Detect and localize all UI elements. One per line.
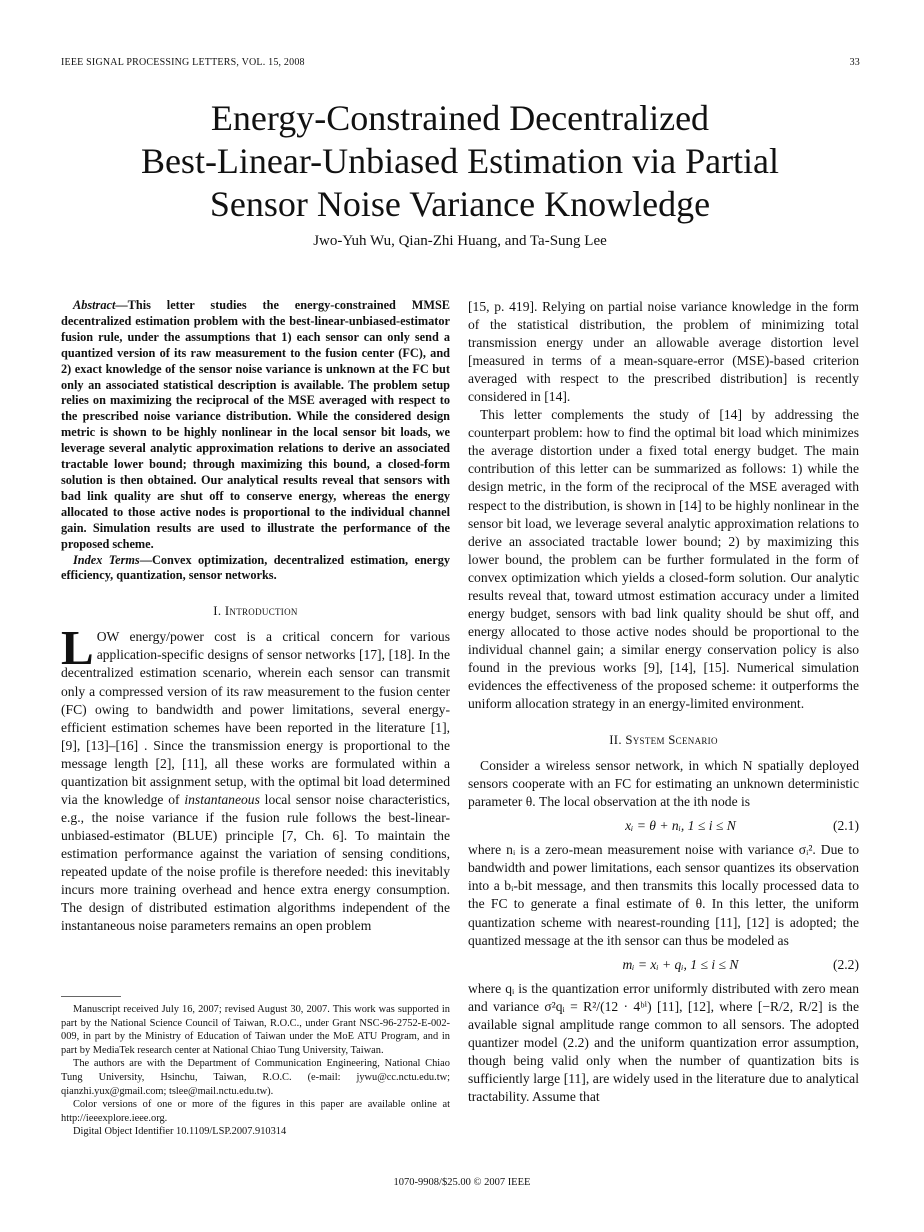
intro-paragraph-1 xyxy=(61,620,451,935)
intro-text-b: local sensor noise characteristics, e.g., the noise variance if the fusion rule follows the best-linear-unbiased-estimator (BLUE) principle [7, Ch. 6]. To maintain the estimation performance against the variation of sensing conditions, repeated update of the noise profile is therefore needed: this inevitably incurs more training overhead and hence extra energy consumption. The design of distributed estimation algorithms independent of the instantaneous noise parameters remains an open problem xyxy=(61,791,451,934)
intro-text-a: OW energy/power cost is a critical concern for various application-specific designs of sensor networks [17], [18]. In the decentralized estimation scenario, wherein each sensor can transmit only a compressed version of its raw measurement to the fusion center (FC) owing to bandwidth and power limitations, several energy-efficient estimation schemes have been reported in the literature [1], [9], [13]–[16] . Since the transmission energy is proportional to the message length [2], [11], all these works are formulated within a quantization bit assignment setup, with the optimal bit load determined via the knowledge of xyxy=(61,629,450,807)
footnote-rule xyxy=(61,996,121,997)
system-paragraph-2: where nᵢ is a zero-mean measurement noise with variance σᵢ². Due to bandwidth and power limitations, each sensor quantizes its observation into a bᵢ-bit message, and then transmits this locally processed data to the FC to generate a final estimate of θ. In this letter, the uniform quantization scheme with nearest-rounding [11], [12] is adopted; the quantized message at the ith sensor can thus be modeled as xyxy=(468,842,859,948)
equation-number: (2.2) xyxy=(832,956,859,972)
intro-emphasis: instantaneous xyxy=(184,791,260,807)
right-column xyxy=(468,298,859,1106)
equation-number: (2.1) xyxy=(832,818,859,834)
index-terms-label: Index Terms xyxy=(73,552,140,567)
intro-paragraph-2: This letter complements the study of [14] by addressing the counterpart problem: how to find the optimal bit load which minimizes the average distortion under a fixed total energy budget. The main contribution of this letter can be summarized as follows: 1) while the design metric, in the form of the reciprocal of the MSE averaged with respect to the distribution, is shown in [14] to be highly nonlinear in the sensor bit load, we leverage several analytic approximation relations to derive an associated tractable lower bound; 2) by maximizing this lower bound, the problem can be further formulated in the form of convex optimization which yields a closed-form solution. Our analytic results reveal that, toward utmost estimation accuracy under a limited energy budget, sensors with bad link quality should be shut off, and energy allocated to those active nodes should be proportional to the individual channel gain; a similar energy conservation policy is also found in the previous works [9], [14], [15]. Numerical simulation evidences the effectiveness of the proposed scheme: it outperforms the uniform allocation strategy in an energy-limited environment. xyxy=(468,407,859,712)
title-line-3: Sensor Noise Variance Knowledge xyxy=(209,184,711,224)
abstract xyxy=(61,298,450,553)
section-number: I. xyxy=(213,604,225,619)
paper-title xyxy=(60,97,860,226)
abstract-text: —This letter studies the energy-constrained MMSE decentralized estimation problem with the best-linear-unbiased-estimator fusion rule, under the assumptions that 1) each sensor can only send a quantized version of its raw measurement to the fusion center (FC), and 2) exact knowledge of the sensor noise variance is unknown at the FC but only an associated statistical description is available. The problem setup relies on maximizing the reciprocal of the MSE averaged with respect to the prescribed noise variance distribution. While the considered design metric is shown to be highly nonlinear in the local sensor bit loads, we leverage several analytic approximation relations to derive an associated tractable lower bound; through maximizing this bound, a closed-form solution is then obtained. Our analytical results reveal that sensors with bad link quality are shut off to conserve energy, whereas the energy allocated to those active nodes is proportional to the individual channel gain. Simulation results are used to illustrate the performance of the proposed scheme. xyxy=(61,298,450,551)
title-line-2: Best-Linear-Unbiased Estimation via Partial xyxy=(140,141,780,181)
section-heading-system-scenario xyxy=(468,731,859,749)
abstract-label: Abstract xyxy=(73,298,116,312)
equation-body: xᵢ = θ + nᵢ, 1 ≤ i ≤ N xyxy=(625,818,736,834)
intro-paragraph-1-continued: [15, p. 419]. Relying on partial noise variance knowledge in the form of the statistical distribution, the problem of minimizing total transmission energy under an allowable average distortion level [measured in terms of a mean-square-error (MSE)-based criterion averaged with respect to the prescribed distribution] is recently considered in [14]. xyxy=(468,299,859,405)
drop-cap: L xyxy=(61,620,94,676)
equation-2-1 xyxy=(468,817,859,835)
page-number: 33 xyxy=(849,57,860,68)
section-name: System Scenario xyxy=(625,733,718,748)
running-header: IEEE SIGNAL PROCESSING LETTERS, VOL. 15, 2008 xyxy=(61,57,305,68)
section-name: Introduction xyxy=(224,604,298,619)
title-line-1: Energy-Constrained Decentralized xyxy=(210,98,710,138)
equation-2-2 xyxy=(468,956,859,974)
left-column xyxy=(61,298,450,935)
footnote-doi: Digital Object Identifier 10.1109/LSP.2007.910314 xyxy=(73,1126,287,1138)
equation-body: mᵢ = xᵢ + qᵢ, 1 ≤ i ≤ N xyxy=(622,956,739,972)
index-terms xyxy=(61,553,450,585)
footnote xyxy=(61,1003,450,1139)
system-paragraph-3: where qᵢ is the quantization error uniformly distributed with zero mean and variance σ²qᵢ = R²/(12 · 4ᵇⁱ) [11], [12], where [−R/2, R/2] is the available signal amplitude range common to all sensors. The adopted quantizer model (2.2) and the uniform quantization error assumption, though being valid only when the number of quantization bits is sufficiently large [11], are widely used in the literature due to analytical tractability. Assume that xyxy=(468,980,859,1104)
section-heading-introduction xyxy=(61,602,450,620)
author-list: Jwo-Yuh Wu, Qian-Zhi Huang, and Ta-Sung Lee xyxy=(313,233,607,249)
footnote-affiliation: The authors are with the Department of Communication Engineering, National Chiao Tung University, Hsinchu, Taiwan, R.O.C. (e-mail: jywu@cc.nctu.edu.tw; qianzhi.yux@gmail.com; tslee@mail.nctu.edu.tw). xyxy=(61,1058,450,1097)
section-number: II. xyxy=(609,733,626,748)
index-terms-text: —Convex optimization, decentralized estimation, energy efficiency, quantization, sensor networks. xyxy=(61,552,450,583)
copyright-footer: 1070-9908/$25.00 © 2007 IEEE xyxy=(393,1177,531,1188)
footnote-manuscript: Manuscript received July 16, 2007; revised August 30, 2007. This work was supported in part by the National Science Council of Taiwan, R.O.C., under Grant NSC-96-2752-E-002-009, in part by the Ministry of Education of Taiwan under the MoE ATU Program, and in part by MediaTek research center at National Chiao Tung University, Taiwan. xyxy=(61,1004,450,1056)
system-paragraph-1: Consider a wireless sensor network, in which N spatially deployed sensors cooperate with an FC for estimating an unknown deterministic parameter θ. The local observation at the ith node is xyxy=(468,758,859,810)
footnote-color: Color versions of one or more of the figures in this paper are available online at http://ieeexplore.ieee.org. xyxy=(61,1099,450,1124)
